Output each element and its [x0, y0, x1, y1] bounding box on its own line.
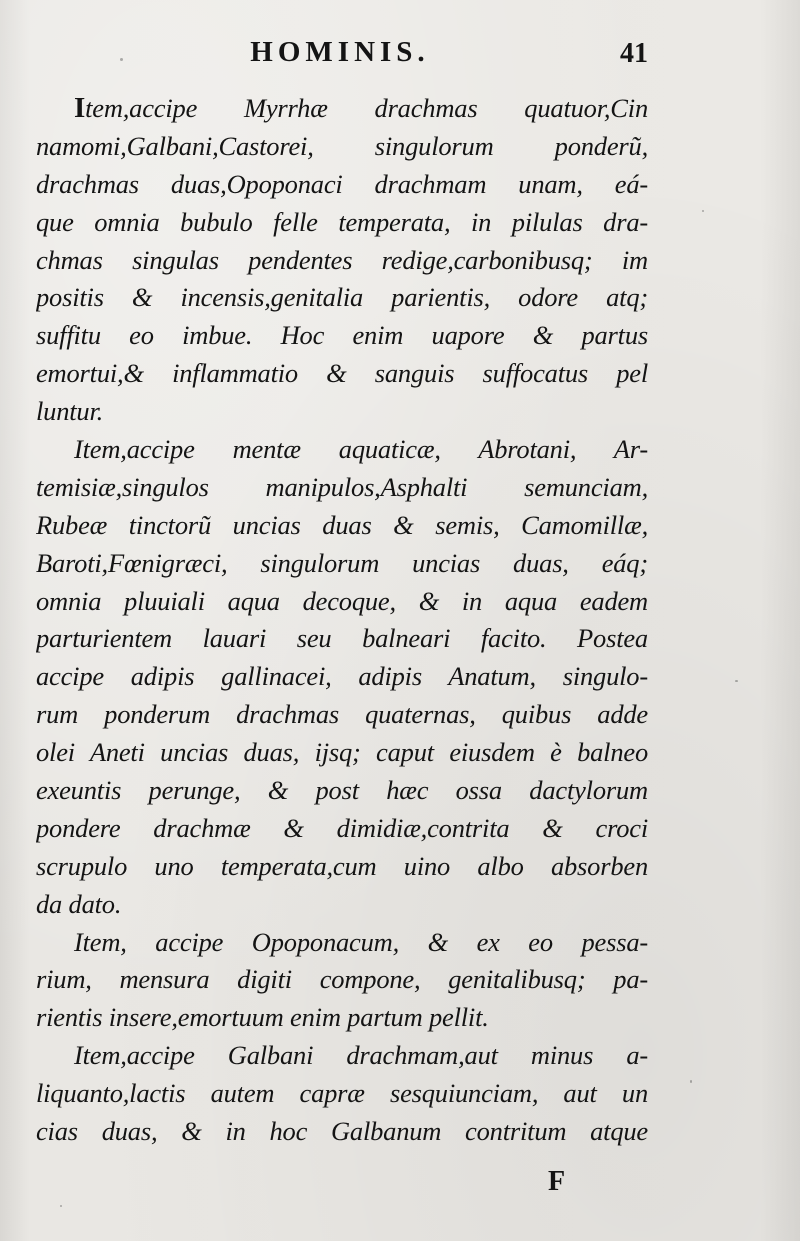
text-line: namomi,Galbani,Castorei, singulorum ponderũ,: [36, 130, 648, 161]
text-line: da dato.: [36, 888, 122, 919]
text-line: rientis insere,emortuum enim partum pellit.: [36, 1002, 489, 1033]
text-line: rum ponderum drachmas quaternas, quibus adde: [36, 699, 648, 730]
text-line: emortui,& inflammatio & sanguis suffocatus pel: [36, 358, 648, 389]
page-header: [0, 30, 800, 80]
text-line: pondere drachmæ & dimidiæ,contrita & croci: [36, 812, 648, 843]
paper-speck: [690, 1080, 692, 1083]
body-text: [36, 90, 648, 1151]
text-line: que omnia bubulo felle temperata, in pilulas dra-: [36, 206, 648, 237]
text-line: Item,accipe Galbani drachmam,aut minus a-: [74, 1040, 648, 1071]
text-line: Item, accipe Opoponacum, & ex eo pessa-: [74, 926, 648, 957]
text-line: Baroti,Fœnigræci, singulorum uncias duas, eáq;: [36, 547, 648, 578]
text-line: luntur.: [36, 396, 104, 427]
text-line: chmas singulas pendentes redige,carbonibusq; im: [36, 244, 648, 275]
text-line: rium, mensura digiti compone, genitalibusq; pa-: [36, 964, 648, 995]
paper-speck: [120, 58, 123, 61]
text-line: cias duas, & in hoc Galbanum contritum atque: [36, 1116, 648, 1147]
text-line: temisiæ,singulos manipulos,Asphalti semunciam,: [36, 471, 648, 502]
text-line: drachmas duas,Opoponaci drachmam unam, eá-: [36, 168, 648, 199]
text-line: parturientem lauari seu balneari facito. Postea: [36, 623, 648, 654]
text-line: liquanto,lactis autem capræ sesquiunciam, aut un: [36, 1078, 648, 1109]
text-line: omnia pluuiali aqua decoque, & in aqua eadem: [36, 585, 648, 616]
text-line: suffitu eo imbue. Hoc enim uapore & partus: [36, 320, 648, 351]
text-line: Item,accipe mentæ aquaticæ, Abrotani, Ar-: [74, 434, 648, 465]
paper-speck: [702, 210, 704, 212]
running-head: HOMINIS.: [250, 36, 430, 68]
paper-speck: [735, 680, 738, 682]
para-start: I: [74, 92, 86, 124]
text-line: [36, 90, 648, 128]
text-line: olei Aneti uncias duas, ijsq; caput eiusdem è balneo: [36, 737, 648, 768]
signature-mark: F: [548, 1166, 566, 1197]
line-text: tem,accipe Myrrhæ drachmas quatuor,Cin: [85, 93, 648, 123]
text-line: accipe adipis gallinacei, adipis Anatum, singulo-: [36, 661, 648, 692]
text-line: scrupulo uno temperata,cum uino albo absorben: [36, 850, 648, 881]
text-line: positis & incensis,genitalia parientis, odore atq;: [36, 282, 648, 313]
page-number: 41: [620, 38, 648, 69]
paper-speck: [60, 1205, 62, 1207]
text-line: Rubeæ tinctorũ uncias duas & semis, Camomillæ,: [36, 509, 648, 540]
text-line: exeuntis perunge, & post hæc ossa dactylorum: [36, 775, 648, 806]
